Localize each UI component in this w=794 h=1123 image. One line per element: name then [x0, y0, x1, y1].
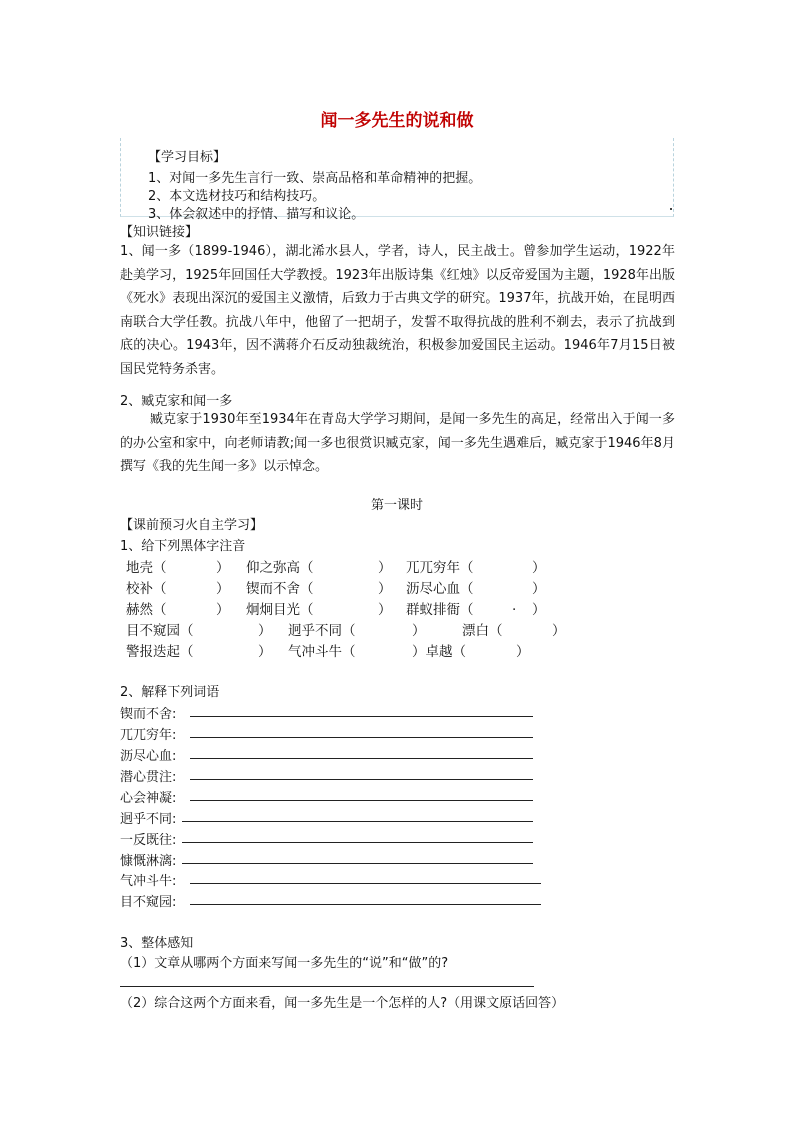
pinyin-close: ） — [216, 581, 230, 597]
pinyin-item: 目不窥园（ — [126, 623, 194, 639]
vocab-term: 慷慨淋漓: — [120, 854, 177, 869]
preview-heading: 【课前预习火自主学习】 — [120, 518, 264, 533]
pinyin-close: ） — [258, 644, 272, 660]
pinyin-close: ） — [516, 644, 530, 660]
pinyin-close: ） — [216, 560, 230, 576]
pinyin-item: 仰之弥高（ — [246, 560, 314, 576]
answer-line[interactable] — [182, 863, 533, 864]
pinyin-close: ） — [552, 623, 566, 639]
answer-line[interactable] — [190, 800, 533, 801]
answer-line[interactable] — [190, 716, 533, 717]
pinyin-close: ） — [216, 602, 230, 618]
answer-line[interactable] — [120, 986, 534, 987]
pinyin-close: ） — [412, 623, 426, 639]
pinyin-item: 沥尽心血（ — [406, 581, 474, 597]
knowledge-paragraph-2: 臧克家于1930年至1934年在青岛大学学习期间，是闻一多先生的高足，经常出入于闻一多的办公室和家中，向老师请教;闻一多也很赏识臧克家，闻一多先生遇难后，臧克家于1946年8月撰写《我的先生闻一多》以示悼念。 — [120, 412, 675, 474]
pinyin-close: ） — [378, 560, 392, 576]
vocab-term: 沥尽心血: — [120, 749, 177, 764]
lesson-title: 第一课时 — [370, 498, 423, 513]
knowledge-paragraph-1: 1、闻一多（1899-1946），湖北浠水县人，学者，诗人，民主战士。曾参加学生运动，1922年赴美学习，1925年回国任大学教授。1923年出版诗集《红烛》以反帝爱国为主题，1928年出版《死水》表现出深沉的爱国主义激情，后致力于古典文学的研究。1937年，抗战开始，在昆明西南联合大学任教。抗战八年中，他留了一把胡子，发誓不取得抗战的胜利不剃去，表示了抗战到底的决心。1943年，因不满蒋介石反动独裁统治，积极参加爱国民主运动。1946年7月15日被国民党特务杀害。 — [120, 244, 675, 377]
pinyin-heading: 1、给下列黑体字注音 — [120, 539, 246, 554]
page-title: 闻一多先生的说和做 — [320, 111, 474, 131]
overall-heading: 3、整体感知 — [120, 936, 194, 951]
question-2: （2）综合这两个方面来看，闻一多先生是一个怎样的人?（用课文原话回答） — [120, 996, 565, 1011]
answer-line[interactable] — [182, 842, 533, 843]
pinyin-close: ） — [532, 581, 546, 597]
decorative-dot — [670, 208, 672, 210]
knowledge-heading: 【知识链接】 — [120, 225, 199, 240]
pinyin-item: 校补（ — [126, 581, 167, 597]
pinyin-item: 炯炯目光（ — [246, 602, 314, 618]
goals-heading: 【学习目标】 — [148, 150, 227, 165]
answer-line[interactable] — [190, 779, 533, 780]
pinyin-item: 迥乎不同（ — [288, 623, 356, 639]
knowledge-subheading-2: 2、臧克家和闻一多 — [120, 394, 233, 409]
pinyin-item: 气冲斗牛（ — [288, 644, 356, 660]
pinyin-item: 兀兀穷年（ — [406, 560, 474, 576]
answer-line[interactable] — [190, 904, 541, 905]
goal-item: 3、体会叙述中的抒情、描写和议论。 — [148, 207, 365, 222]
pinyin-dot: . — [512, 598, 517, 614]
pinyin-close: ） — [532, 602, 546, 618]
vocab-term: 气冲斗牛: — [120, 874, 177, 889]
answer-line[interactable] — [190, 737, 533, 738]
pinyin-item: ）卓越（ — [412, 644, 466, 660]
vocab-term: 心会神凝: — [120, 791, 177, 806]
question-1: （1）文章从哪两个方面来写闻一多先生的“说”和“做”的? — [120, 956, 449, 971]
explain-heading: 2、解释下列词语 — [120, 685, 220, 700]
pinyin-close: ） — [378, 602, 392, 618]
pinyin-item: 群蚁排衙（ — [406, 602, 474, 618]
answer-line[interactable] — [190, 758, 533, 759]
pinyin-item: 赫然（ — [126, 602, 167, 618]
pinyin-close: ） — [532, 560, 546, 576]
answer-line[interactable] — [190, 883, 541, 884]
vocab-term: 目不窥园: — [120, 895, 177, 910]
goal-item: 1、对闻一多先生言行一致、崇高品格和革命精神的把握。 — [148, 171, 482, 186]
vocab-term: 迥乎不同: — [120, 812, 177, 827]
goal-item: 2、本文选材技巧和结构技巧。 — [148, 189, 326, 204]
pinyin-close: ） — [258, 623, 272, 639]
vocab-term: 锲而不舍: — [120, 707, 177, 722]
pinyin-close: ） — [378, 581, 392, 597]
pinyin-item: 警报迭起（ — [126, 644, 194, 660]
vocab-term: 兀兀穷年: — [120, 728, 177, 743]
answer-line[interactable] — [182, 821, 533, 822]
pinyin-item: 漂白（ — [462, 623, 503, 639]
pinyin-item: 锲而不舍（ — [246, 581, 314, 597]
vocab-term: 潜心贯注: — [120, 770, 177, 785]
pinyin-item: 地壳（ — [126, 560, 167, 576]
vocab-term: 一反既往: — [120, 833, 177, 848]
